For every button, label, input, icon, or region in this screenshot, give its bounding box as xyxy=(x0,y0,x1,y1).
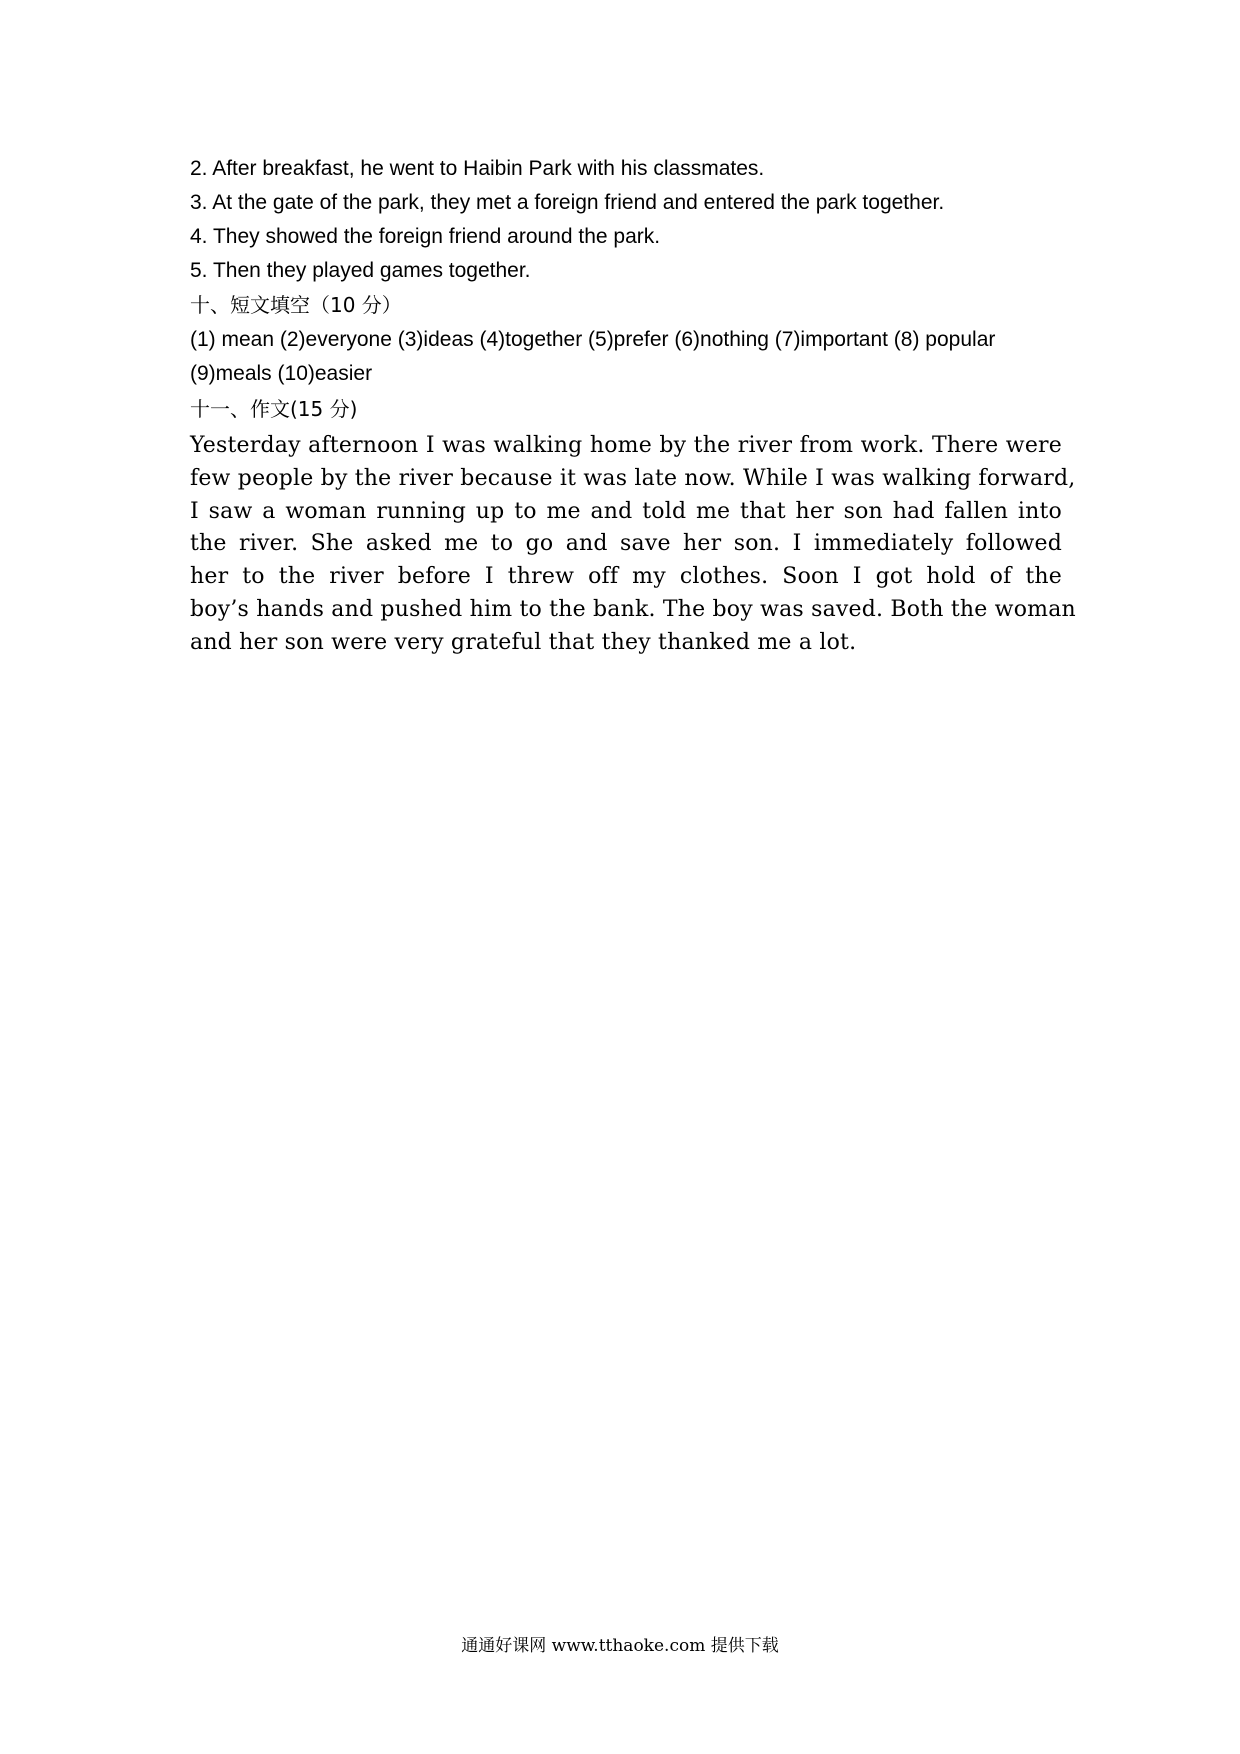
essay-line: and her son were very grateful that they thanked me a lot. xyxy=(190,629,857,655)
essay-line: her to the river before I threw off my clothes. Soon I got hold of the xyxy=(190,564,1062,590)
answer-item-2: 2. After breakfast, he went to Haibin Park with his classmates. xyxy=(190,157,765,180)
footer-credit: 通通好课网 www.tthaoke.com 提供下载 xyxy=(461,1636,779,1656)
answer-item-4: 4. They showed the foreign friend around the park. xyxy=(190,225,661,248)
section-10-answers-line-1: (1) mean (2)everyone (3)ideas (4)together (5)prefer (6)nothing (7)important (8) popular xyxy=(190,328,996,351)
essay-line: I saw a woman running up to me and told me that her son had fallen into xyxy=(190,498,1062,524)
essay-body xyxy=(190,430,1076,660)
essay-line: the river. She asked me to go and save her son. I immediately followed xyxy=(190,531,1062,557)
answer-item-3: 3. At the gate of the park, they met a foreign friend and entered the park together. xyxy=(190,191,945,214)
essay-line: boy’s hands and pushed him to the bank. The boy was saved. Both the woman xyxy=(190,596,1076,622)
section-10-answers-line-2: (9)meals (10)easier xyxy=(190,362,373,385)
section-11-heading: 十一、作文(15 分) xyxy=(190,397,358,421)
answer-item-5: 5. Then they played games together. xyxy=(190,259,531,282)
essay-line: few people by the river because it was late now. While I was walking forward, xyxy=(190,465,1076,491)
section-10-heading: 十、短文填空（10 分） xyxy=(190,293,402,317)
essay-line: Yesterday afternoon I was walking home by the river from work. There were xyxy=(190,433,1062,458)
